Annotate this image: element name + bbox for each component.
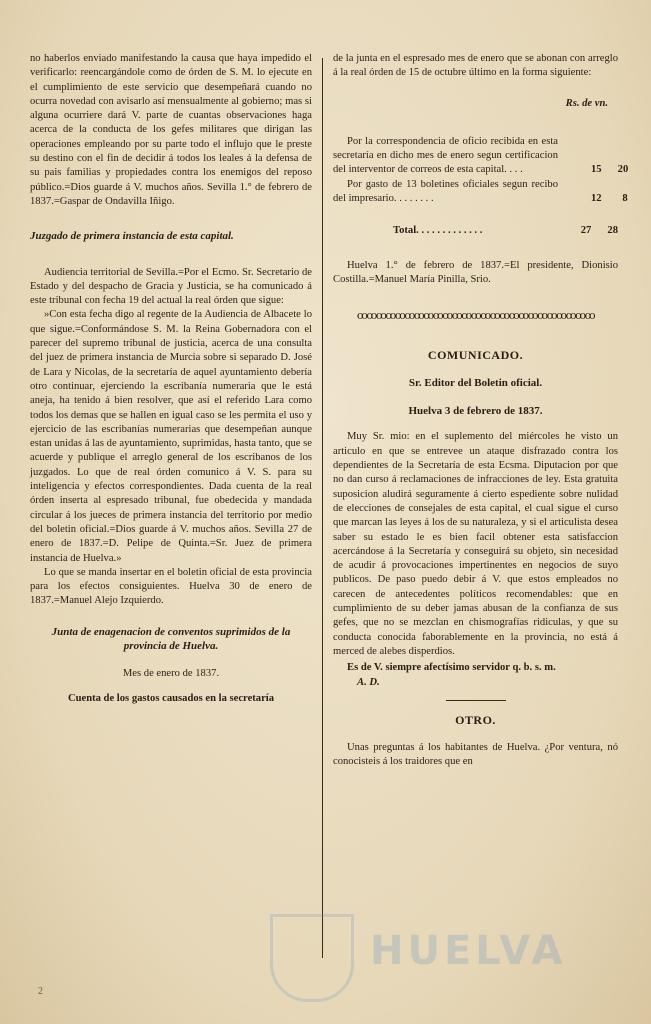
total-maravedis: 28: [607, 225, 618, 237]
account-item-reales: 12: [591, 193, 602, 205]
page-mark: 2: [38, 986, 43, 997]
total-amount: [563, 224, 618, 238]
total-row: [333, 224, 618, 238]
account-item-amount: [563, 163, 629, 177]
ornament-rule: ꝏꝏꝏꝏꝏꝏꝏꝏꝏꝏꝏꝏꝏꝏꝏꝏꝏꝏꝏꝏꝏꝏꝏꝏꝏ: [356, 310, 595, 323]
watermark-text: HUELVA: [370, 928, 567, 974]
signature-paragraph: Huelva 1.° de febrero de 1837.=El presidente, Dionisio Costilla.=Manuel María Pinilla, Srio.: [333, 259, 618, 285]
account-item-maravedis: 20: [617, 164, 629, 176]
account-item: [333, 135, 629, 178]
total-label: Total. . . . . . . . . . . . .: [393, 225, 483, 237]
cuenta-line: Cuenta de los gastos causados en la secretaría: [67, 692, 275, 704]
account-item-text: Por gasto de 13 boletines oficiales segun recibo del impresario. . . . . . . .: [333, 178, 558, 205]
library-watermark: [250, 910, 610, 1000]
account-item-maravedis: 8: [622, 193, 628, 205]
right-column: [333, 52, 629, 770]
intro-paragraph: no haberlos enviado manifestando la causa que haya impedido el verificarlo: reencargándole como de órden de S. M. lo ejecute en el cumplimiento de este servicio que desempeñará cuando no ocurra novedad con avisarlo así mensualmente al gobierno; mas si alguna ocurriere dará V. parte de cuantas observaciones haga acerca de la conducta de los gefes militares que dirigan las operaciones empleando por su parte todo el influjo que le preste su destino con el fin de decidir á todos los leales á la defensa de su pais familias y propiedades contra los enemigos del reposo público.=Dios guarde á V. muchos años. Sevilla 1.° de febrero de 1837.=Gaspar de Ondavilla Iñigo.: [30, 53, 312, 207]
closing-paragraph: Lo que se manda insertar en el boletin oficial de esta provincia para los efectos consiguientes. Huelva 30 de enero de 1837.=Manuel Alejo Izquierdo.: [30, 566, 312, 607]
account-intro-paragraph: de la junta en el espresado mes de enero que se abonan con arreglo á la real órden de 15 de octubre último en la forma siguiente:: [333, 53, 618, 79]
total-reales: 27: [580, 225, 592, 237]
letter-closing: Es de V. siempre afectísimo servidor q. b. s. m.: [347, 662, 556, 674]
account-item-reales: 15: [591, 164, 602, 176]
shield-icon: [270, 914, 354, 1002]
short-rule: [446, 700, 506, 701]
otro-paragraph: Unas preguntas á los habitantes de Huelva. ¿Por ventura, nó conocisteis á los traidores que en: [333, 742, 618, 768]
heading-juzgado: Juzgado de primera instancia de esta capital.: [30, 230, 234, 243]
audiencia-paragraph: Audiencia territorial de Sevilla.=Por el Ecmo. Sr. Secretario de Estado y del despacho de Gracia y Justicia, se ha comunicado á este tribunal con fecha 19 del actual la real órden que sigue:: [30, 266, 312, 307]
column-divider: [322, 58, 323, 958]
heading-junta: Junta de enagenacion de conventos suprimidos de la provincia de Huelva.: [51, 625, 291, 652]
month-line: Mes de enero de 1837.: [122, 668, 220, 680]
letter-paragraph: Muy Sr. mio: en el suplemento del miércoles he visto un articulo en que se entrevee un ataque disfrazado contra los dependientes de la Secretaría de esta Ecsma. Diputacion por que no dan curso á reclamaciones de infracciones de ley. Esta gratuita suposicion aludirá seguramente á cierto espediente sobre nulidad de elecciones de consejales de esta capital, el cual sigue el curso que marcan las leyes á los de su naturaleza, y si el articulista desea saber su estado le es bien facil obtener esta satisfaccion acercándose á la Secretaría y conseguirá su objeto, sin necesidad de acudir á provocaciones impertinentes en negocios de suyo publicos. De paso puedo debir á V. que estos empleados no carecen de antecedentes políticos recomendables: que en cumplimiento de su deber jamas abusan de la confianza de sus gefes, que no se mezclan en chismografías ridiculas, y que su conducta conocida faborablemente en la provincia, no está á merced de alebes disperdios.: [333, 431, 618, 657]
letter-date: Huelva 3 de febrero de 1837.: [408, 405, 543, 418]
editor-line: Sr. Editor del Boletin oficial.: [408, 376, 543, 389]
quoted-order-paragraph: »Con esta fecha digo al regente de la Audiencia de Albacete lo que sigue.=Conformándose S. M. la Reina Gobernadora con el parecer del supremo tribunal de justicia, acerca de una consulta del juez de primera instancia de Murcia sobre si separado D. José de Lara y Nicolas, de la secretaría de aquel ayuntamiento debería otro continuar, ejerciendo la escribanía numeraria que le está aneja, ha tenido á bien resolver, que así el referido Lara como todos los demas que se hallen en igual caso se les permita el uso y ejercicio de las escribanías numerarias que desempeñan aunque estan unidas á las de ayuntamiento, suprimidas, hasta tanto, que se acuerde y publique el arreglo general de los escribanos de los juzgados. Lo que de real órden comunico á V. S. para su inteligencia y efectos correspondientes. Dada cuenta de la real órden inserta al espresado tribunal, fue obedecida y mandada circular á los jueces de primera instancia del territorio por medio del boletin oficial.=Dios guarde á V. muchos años. Sevilla 27 de enero de 1837.=D. Pelipe de Quinta.=Sr. Juez de primera instancia de Huelva.»: [30, 309, 312, 564]
account-item-text: Por la correspondencia de oficio recibida en esta secretaría en dicho mes de enero segun certificacion del interventor de correos de esta capital. . . .: [333, 135, 558, 176]
currency-header: Rs. de vn.: [565, 97, 608, 109]
letter-initials: A. D.: [357, 676, 380, 688]
section-title-otro: OTRO.: [455, 712, 496, 727]
section-title-comunicado: COMUNICADO.: [427, 347, 524, 362]
left-column: [30, 52, 312, 706]
account-item: [333, 178, 628, 207]
account-item-amount: [563, 192, 628, 206]
